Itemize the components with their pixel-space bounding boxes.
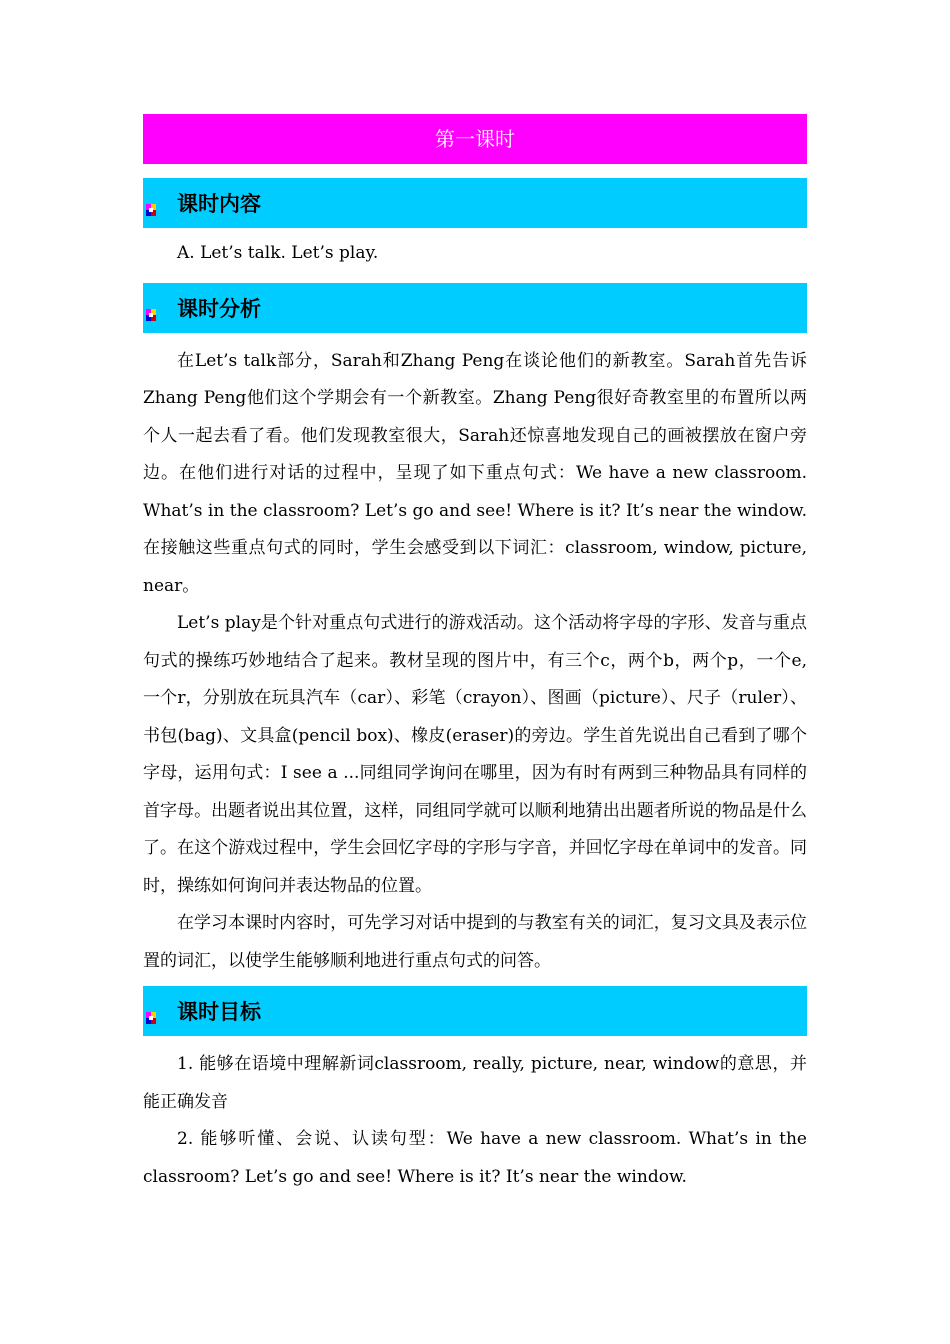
objective-item: 1. 能够在语境中理解新词classroom, really, picture, near, window的意思，并能正确发音 [143,1054,807,1112]
paragraph: 在学习本课时内容时，可先学习对话中提到的与教室有关的词汇，复习文具及表示位置的词汇，以使学生能够顺利地进行重点句式的问答。 [143,913,807,971]
section-heading: 课时目标 [177,1000,261,1024]
section-heading-content [143,178,807,228]
paragraph: Let’s play是个针对重点句式进行的游戏活动。这个活动将字母的字形、发音与重点句式的操练巧妙地结合了起来。教材呈现的图片中，有三个c，两个b，两个p，一个e, 一个r，分别放在玩具汽车（car）、彩笔（crayon）、图画（picture）、尺子（ruler）、书包(bag)、文具盒(pencil box)、橡皮(eraser)的旁边。学生首先说出自己看到了哪个字母，运用句式：I see a ...同组同学询问在哪里，因为有时有两到三种物品具有同样的首字母。出题者说出其位置，这样，同组同学就可以顺利地猜出出题者所说的物品是什么了。在这个游戏过程中，学生会回忆字母的字形与字音，并回忆字母在单词中的发音。同时，操练如何询问并表达物品的位置。 [143,613,807,896]
bullet-icon [146,302,156,314]
section-body-objectives [143,1036,807,1196]
section-heading-analysis [143,283,807,333]
objective-item: 2. 能够听懂、会说、认读句型：We have a new classroom. What’s in the classroom? Let’s go and see! Where is it? It’s near the window. [143,1129,807,1187]
bullet-icon [146,1005,156,1017]
section-body-content [143,228,807,283]
section-body-analysis [143,333,807,987]
section-heading: 课时内容 [177,192,261,216]
lesson-title: 第一课时 [435,127,515,151]
document-page [143,114,807,1196]
paragraph: 在Let’s talk部分，Sarah和Zhang Peng在谈论他们的新教室。Sarah首先告诉Zhang Peng他们这个学期会有一个新教室。Zhang Peng很好奇教室里的布置所以两个人一起去看了看。他们发现教室很大，Sarah还惊喜地发现自己的画被摆放在窗户旁边。在他们进行对话的过程中，呈现了如下重点句式：We have a new classroom. What’s in the classroom? Let’s go and see! Where is it? It’s near the window. 在接触这些重点句式的同时，学生会感受到以下词汇：classroom, window, picture, near。 [143,350,807,596]
section-heading: 课时分析 [177,296,261,321]
section-heading-objectives [143,986,807,1036]
bullet-icon [146,197,156,209]
lesson-title-bar [143,114,807,164]
paragraph: A. Let’s talk. Let’s play. [177,243,379,263]
